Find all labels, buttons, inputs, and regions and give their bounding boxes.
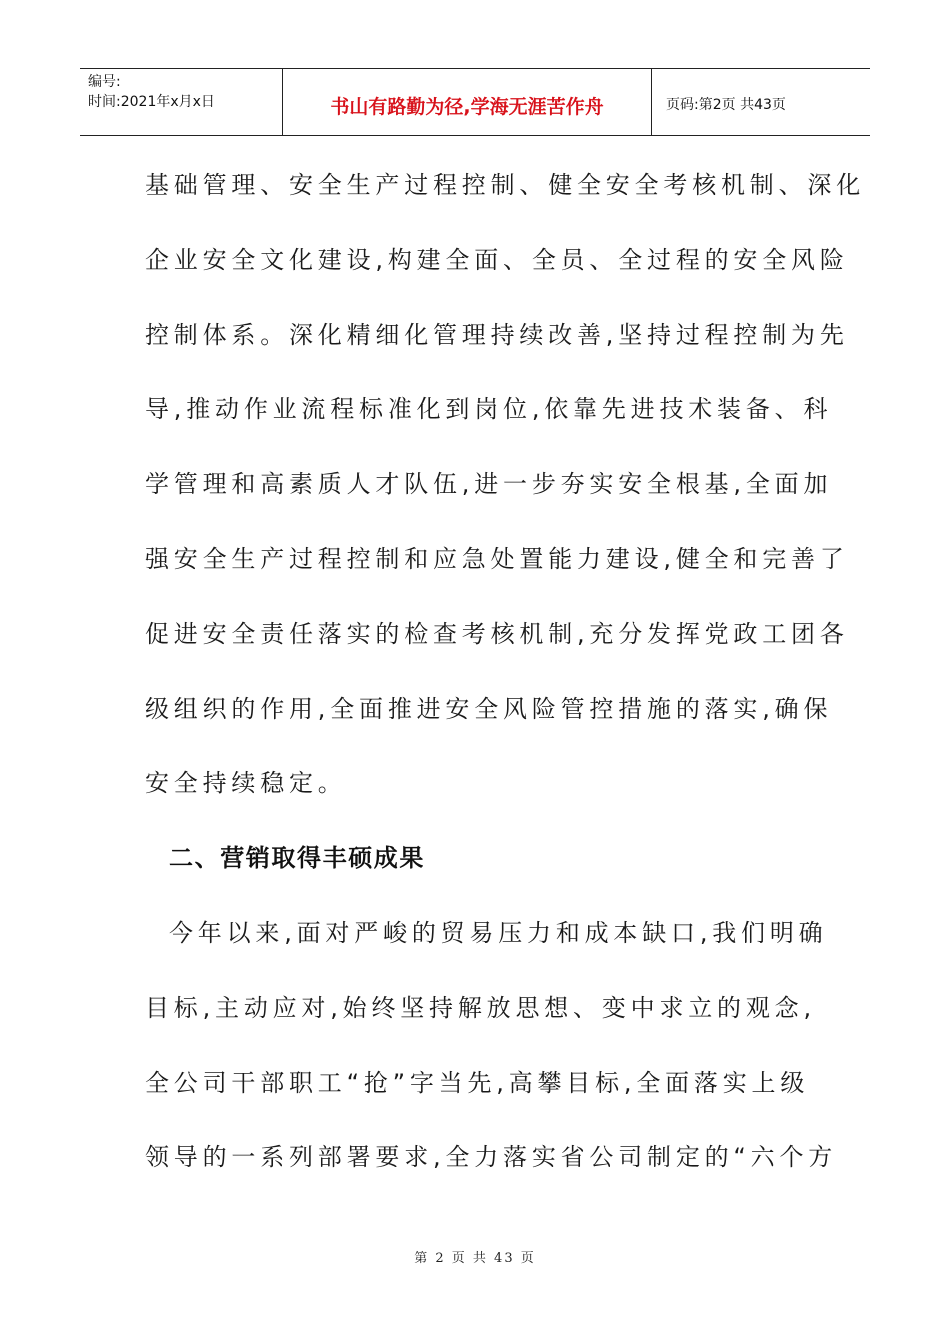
section-heading: 二、营销取得丰硕成果 bbox=[169, 844, 425, 873]
document-date: 时间:2021年x月x日 bbox=[88, 94, 215, 110]
body-line: 级组织的作用,全面推进安全风险管控措施的落实,确保 bbox=[145, 694, 833, 723]
header-motto: 书山有路勤为径,学海无涯苦作舟 bbox=[282, 69, 652, 135]
body-line: 基础管理、安全生产过程控制、健全安全考核机制、深化 bbox=[145, 171, 865, 199]
body-line: 今年以来,面对严峻的贸易压力和成本缺口,我们明确 bbox=[169, 918, 828, 947]
body-line: 促进安全责任落实的检查考核机制,充分发挥党政工团各 bbox=[145, 619, 849, 648]
body-line: 控制体系。深化精细化管理持续改善,坚持过程控制为先 bbox=[145, 320, 849, 349]
body-line: 安全持续稳定。 bbox=[145, 769, 347, 798]
body-line: 企业安全文化建设,构建全面、全员、全过程的安全风险 bbox=[145, 245, 849, 274]
body-line: 全公司干部职工“抢”字当先,高攀目标,全面落实上级 bbox=[145, 1068, 810, 1097]
body-line: 强安全生产过程控制和应急处置能力建设,健全和完善了 bbox=[145, 544, 849, 573]
body-line: 领导的一系列部署要求,全力落实省公司制定的“六个方 bbox=[145, 1143, 838, 1172]
page-footer: 第 2 页 共 43 页 bbox=[414, 1251, 536, 1266]
body-line: 导,推动作业流程标准化到岗位,依靠先进技术装备、科 bbox=[145, 395, 833, 424]
body-line: 学管理和高素质人才队伍,进一步夯实安全根基,全面加 bbox=[145, 470, 833, 499]
header-meta bbox=[80, 69, 282, 135]
header-page-info: 页码:第2页 共43页 bbox=[666, 97, 786, 113]
body-line: 目标,主动应对,始终坚持解放思想、变中求立的观念, bbox=[145, 993, 816, 1022]
page-header bbox=[80, 68, 870, 136]
document-number-label: 编号: bbox=[88, 74, 121, 90]
document-body bbox=[145, 160, 865, 1207]
